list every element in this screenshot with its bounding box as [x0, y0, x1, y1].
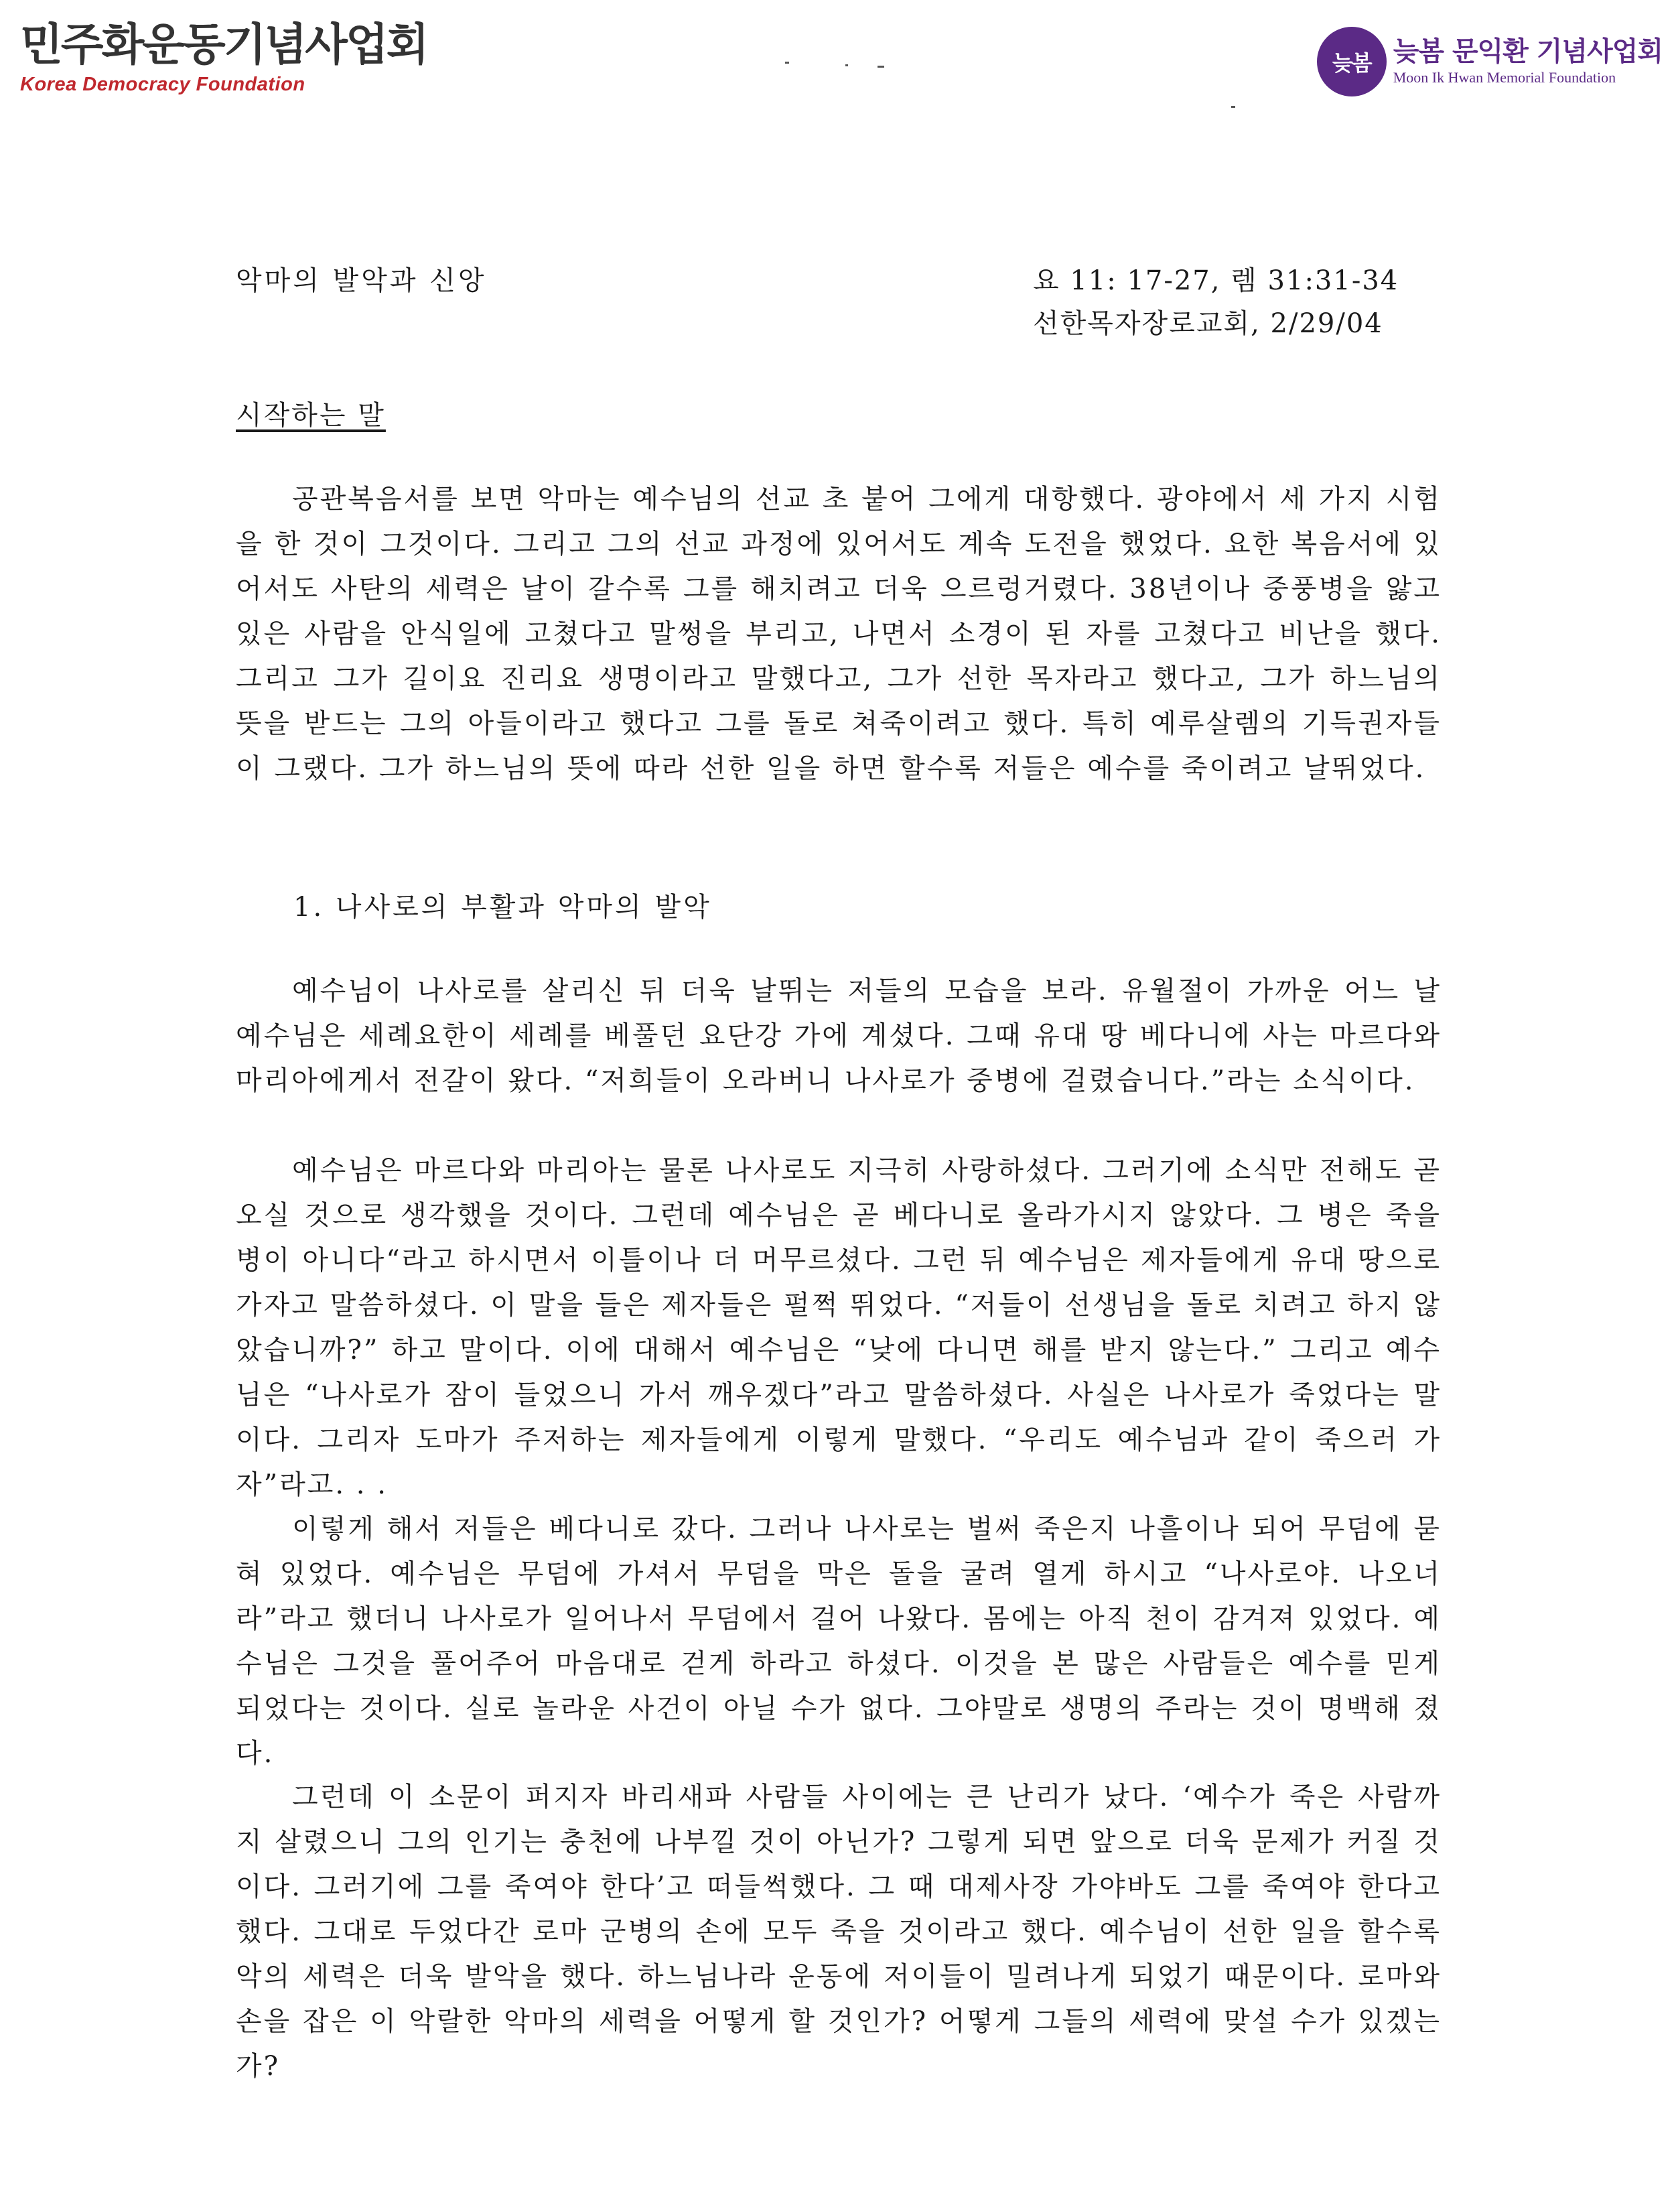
foundation-emblem-icon: [1317, 27, 1387, 96]
scripture-reference: 요 11: 17-27, 렘 31:31-34: [1033, 265, 1399, 296]
foundation-english-name: Moon Ik Hwan Memorial Foundation: [1393, 69, 1616, 86]
logo-english-text: Korea Democracy Foundation: [20, 74, 305, 95]
intro-heading: 시작하는 말: [236, 400, 386, 431]
section-1-paragraph-1: 예수님이 나사로를 살리신 뒤 더욱 날뛰는 저들의 모습을 보라. 유월절이 가까운 어느 날 예수님은 세례요한이 세례를 베풀던 요단강 가에 계셨다. 그때 유대 땅 베다니에 사는 마르다와 마리아에게서 전갈이 왔다. “저희들이 오라버니 나사로가 중병에 걸렸습니다.”라는 소식이다.: [236, 976, 1442, 1096]
foundation-korean-name: 늦봄 문익환 기념사업회: [1393, 36, 1663, 67]
logo-korean-text: 민주화운동기념사업회: [20, 19, 427, 70]
church-and-date: 선한목자장로교회, 2/29/04: [1033, 308, 1383, 339]
section-1-paragraph-3: 이렇게 해서 저들은 베다니로 갔다. 그러나 나사로는 벌써 죽은지 나흘이나 되어 무덤에 묻혀 있었다. 예수님은 무덤에 가셔서 무덤을 막은 돌을 굴려 열게 하시고 “나사로야. 나오너라”라고 했더니 나사로가 일어나서 무덤에서 걸어 나왔다. 몸에는 아직 천이 감겨져 있었다. 예수님은 그것을 풀어주어 마음대로 걷게 하라고 하셨다. 이것을 본 많은 사람들은 예수를 믿게 되었다는 것이다. 실로 놀라운 사건이 아닐 수가 없다. 그야말로 생명의 주라는 것이 명백해 졌다.: [236, 1514, 1442, 1769]
sermon-title: 악마의 발악과 신앙: [236, 265, 487, 296]
korea-democracy-foundation-logo: [20, 19, 427, 96]
moon-ik-hwan-foundation-logo: [1317, 27, 1663, 96]
emblem-text: 늦봄: [1332, 50, 1371, 76]
sermon-reference: [1033, 259, 1399, 345]
section-1-paragraph-2: 예수님은 마르다와 마리아는 물론 나사로도 지극히 사랑하셨다. 그러기에 소식만 전해도 곧 오실 것으로 생각했을 것이다. 그런데 예수님은 곧 베다니로 올라가시지 않았다. 그 병은 죽을 병이 아니다“라고 하시면서 이틀이나 더 머무르셨다. 그런 뒤 예수님은 제자들에게 유대 땅으로 가자고 말씀하셨다. 이 말을 들은 제자들은 펄쩍 뛰었다. “저들이 선생님을 돌로 치려고 하지 않았습니까?” 하고 말이다. 이에 대해서 예수님은 “낮에 다니면 해를 받지 않는다.” 그리고 예수님은 “나사로가 잠이 들었으니 가서 깨우겠다”라고 말씀하셨다. 사실은 나사로가 죽었다는 말이다. 그리자 도마가 주저하는 제자들에게 이렇게 말했다. “우리도 예수님과 같이 죽으러 가자”라고. . .: [236, 1155, 1442, 1500]
intro-paragraph: 공관복음서를 보면 악마는 예수님의 선교 초 붙어 그에게 대항했다. 광야에서 세 가지 시험을 한 것이 그것이다. 그리고 그의 선교 과정에 있어서도 계속 도전을 했었다. 요한 복음서에 있어서도 사탄의 세력은 날이 갈수록 그를 해치려고 더욱 으르렁거렸다. 38년이나 중풍병을 앓고 있은 사람을 안식일에 고쳤다고 말썽을 부리고, 나면서 소경이 된 자를 고쳤다고 비난을 했다. 그리고 그가 길이요 진리요 생명이라고 말했다고, 그가 선한 목자라고 했다고, 그가 하느님의 뜻을 받드는 그의 아들이라고 했다고 그를 돌로 쳐죽이려고 했다. 특히 예루살렘의 기득권자들이 그랬다. 그가 하느님의 뜻에 따라 선한 일을 하면 할수록 저들은 예수를 죽이려고 날뛰었다.: [236, 484, 1442, 784]
section-1-heading: 1. 나사로의 부활과 악마의 발악: [293, 892, 712, 923]
section-1-paragraph-4: 그런데 이 소문이 퍼지자 바리새파 사람들 사이에는 큰 난리가 났다. ‘예수가 죽은 사람까지 살렸으니 그의 인기는 충천에 나부낄 것이 아닌가? 그렇게 되면 앞으로 더욱 문제가 커질 것이다. 그러기에 그를 죽여야 한다’고 떠들썩했다. 그 때 대제사장 가야바도 그를 죽여야 한다고 했다. 그대로 두었다간 로마 군병의 손에 모두 죽을 것이라고 했다. 예수님이 선한 일을 할수록 악의 세력은 더욱 발악을 했다. 하느님나라 운동에 저이들이 밀려나게 되었기 때문이다. 로마와 손을 잡은 이 악랄한 악마의 세력을 어떻게 할 것인가? 어떻게 그들의 세력에 맞설 수가 있겠는가?: [236, 1782, 1442, 2082]
